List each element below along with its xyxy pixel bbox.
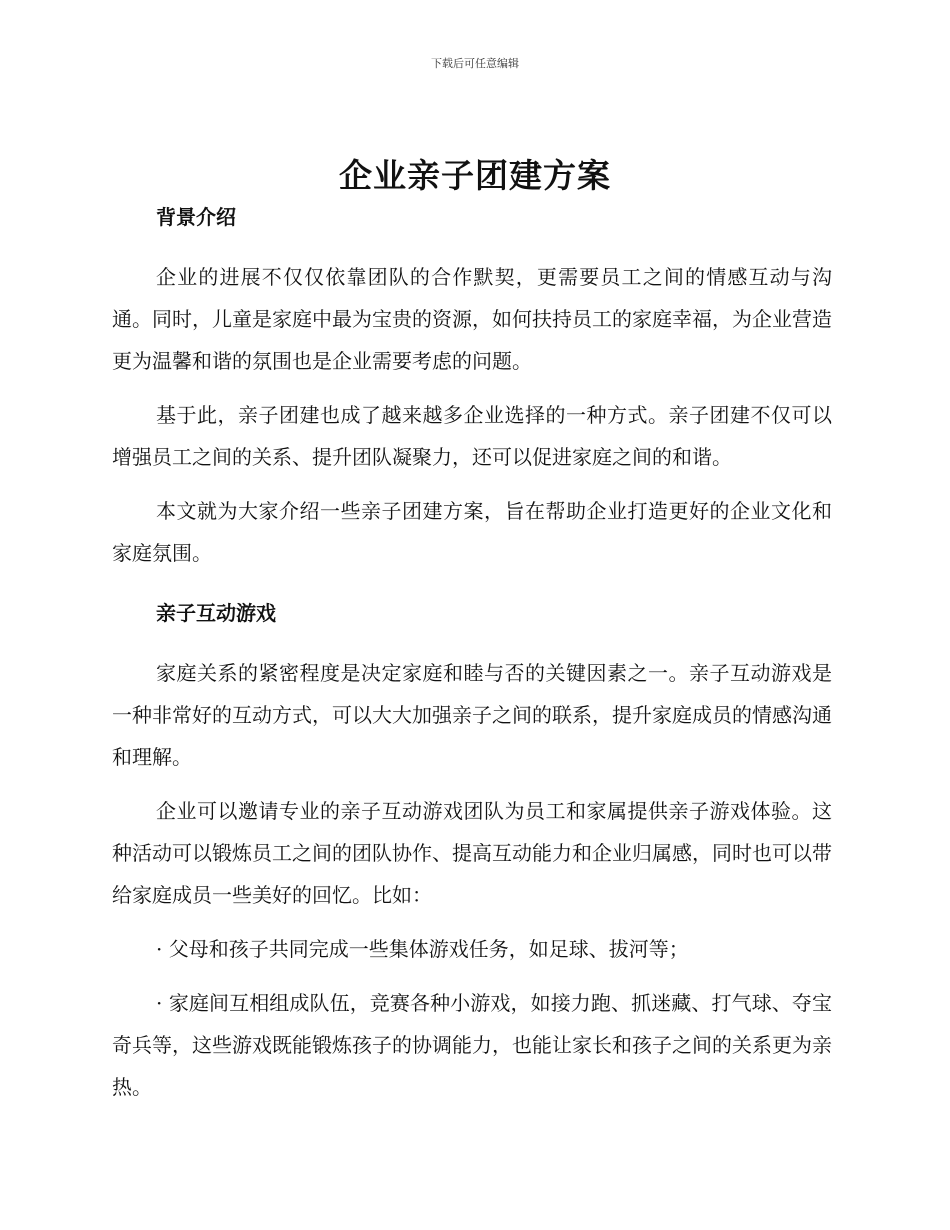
bullet-item: · 家庭间互相组成队伍，竞赛各种小游戏，如接力跑、抓迷藏、打气球、夺宝奇兵等，这些游戏既能锻炼孩子的协调能力，也能让家长和孩子之间的关系更为亲热。 xyxy=(112,991,832,1099)
section-heading-background: 背景介绍 xyxy=(156,205,236,229)
paragraph: 基于此，亲子团建也成了越来越多企业选择的一种方式。亲子团建不仅可以增强员工之间的关系、提升团队凝聚力，还可以促进家庭之间的和谐。 xyxy=(112,403,832,469)
paragraph: 企业可以邀请专业的亲子互动游戏团队为员工和家属提供亲子游戏体验。这种活动可以锻炼员工之间的团队协作、提高互动能力和企业归属感，同时也可以带给家庭成员一些美好的回忆。比如： xyxy=(112,799,832,907)
paragraph: 本文就为大家介绍一些亲子团建方案，旨在帮助企业打造更好的企业文化和家庭氛围。 xyxy=(112,499,832,565)
document-title: 企业亲子团建方案 xyxy=(339,156,611,195)
bullet-item: · 父母和孩子共同完成一些集体游戏任务，如足球、拔河等； xyxy=(156,937,689,961)
paragraph: 家庭关系的紧密程度是决定家庭和睦与否的关键因素之一。亲子互动游戏是一种非常好的互动方式，可以大大加强亲子之间的联系，提升家庭成员的情感沟通和理解。 xyxy=(112,661,832,769)
document-body xyxy=(112,200,832,1108)
page-header-note: 下载后可任意编辑 xyxy=(431,57,519,70)
section-heading-parent-child-games: 亲子互动游戏 xyxy=(156,601,276,625)
paragraph: 企业的进展不仅仅依靠团队的合作默契，更需要员工之间的情感互动与沟通。同时，儿童是家庭中最为宝贵的资源，如何扶持员工的家庭幸福，为企业营造更为温馨和谐的氛围也是企业需要考虑的问题。 xyxy=(112,265,832,373)
